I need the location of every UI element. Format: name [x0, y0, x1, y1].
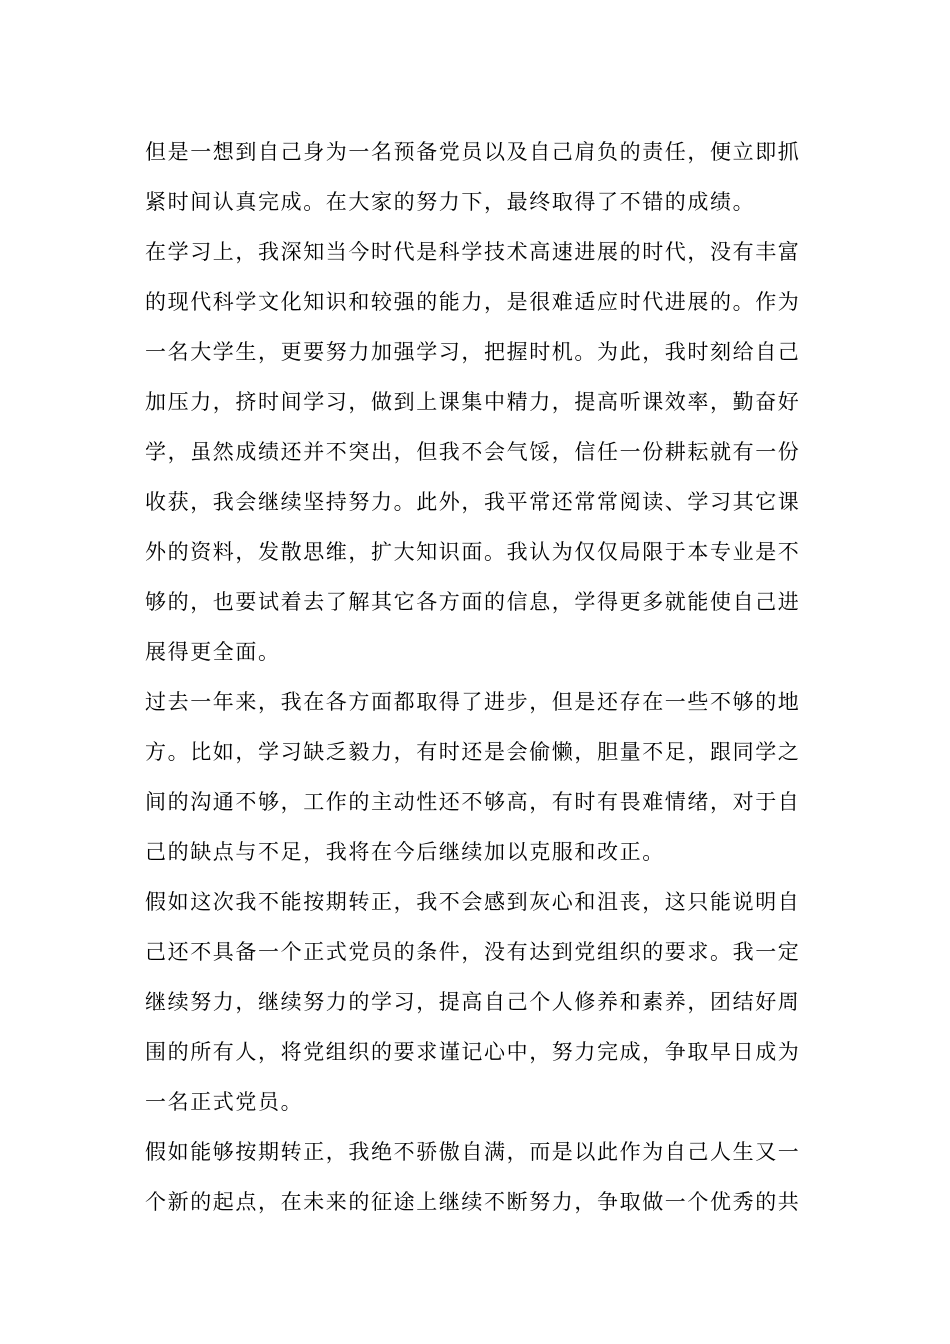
text-line: 过去一年来，我在各方面都取得了进步，但是还存在一些不够的地 — [145, 690, 801, 714]
text-line: 一名大学生，更要努力加强学习，把握时机。为此，我时刻给自己 — [145, 340, 801, 364]
paragraph-2 — [145, 227, 810, 677]
text-line: 假如这次我不能按期转正，我不会感到灰心和沮丧，这只能说明自 — [145, 890, 801, 914]
text-line: 继续努力，继续努力的学习，提高自己个人修养和素养，团结好周 — [145, 990, 801, 1014]
text-line: 的现代科学文化知识和较强的能力，是很难适应时代进展的。作为 — [145, 290, 801, 314]
paragraph-5 — [145, 1127, 810, 1227]
text-line: 方。比如，学习缺乏毅力，有时还是会偷懒，胆量不足，跟同学之 — [145, 740, 801, 764]
paragraph-4 — [145, 877, 810, 1127]
text-line: 间的沟通不够，工作的主动性还不够高，有时有畏难情绪，对于自 — [145, 790, 801, 814]
text-line: 收获，我会继续坚持努力。此外，我平常还常常阅读、学习其它课 — [145, 490, 801, 514]
text-line: 够的，也要试着去了解其它各方面的信息，学得更多就能使自己进 — [145, 590, 801, 614]
text-line: 加压力，挤时间学习，做到上课集中精力，提高听课效率，勤奋好 — [145, 390, 801, 414]
text-line: 在学习上，我深知当今时代是科学技术高速进展的时代，没有丰富 — [145, 240, 801, 264]
text-line: 一名正式党员。 — [145, 1090, 304, 1114]
text-line: 外的资料，发散思维，扩大知识面。我认为仅仅局限于本专业是不 — [145, 540, 801, 564]
document-body — [145, 127, 810, 1227]
text-line: 紧时间认真完成。在大家的努力下，最终取得了不错的成绩。 — [145, 190, 756, 214]
text-line: 学，虽然成绩还并不突出，但我不会气馁，信任一份耕耘就有一份 — [145, 440, 801, 464]
text-line: 围的所有人，将党组织的要求谨记心中，努力完成，争取早日成为 — [145, 1040, 801, 1064]
text-line: 个新的起点，在未来的征途上继续不断努力，争取做一个优秀的共 — [145, 1190, 801, 1214]
text-line: 展得更全面。 — [145, 640, 281, 664]
text-line: 己还不具备一个正式党员的条件，没有达到党组织的要求。我一定 — [145, 940, 801, 964]
paragraph-3 — [145, 677, 810, 877]
paragraph-1 — [145, 127, 810, 227]
text-line: 假如能够按期转正，我绝不骄傲自满，而是以此作为自己人生又一 — [145, 1140, 801, 1164]
text-line: 但是一想到自己身为一名预备党员以及自己肩负的责任，便立即抓 — [145, 140, 801, 164]
text-line: 己的缺点与不足，我将在今后继续加以克服和改正。 — [145, 840, 665, 864]
